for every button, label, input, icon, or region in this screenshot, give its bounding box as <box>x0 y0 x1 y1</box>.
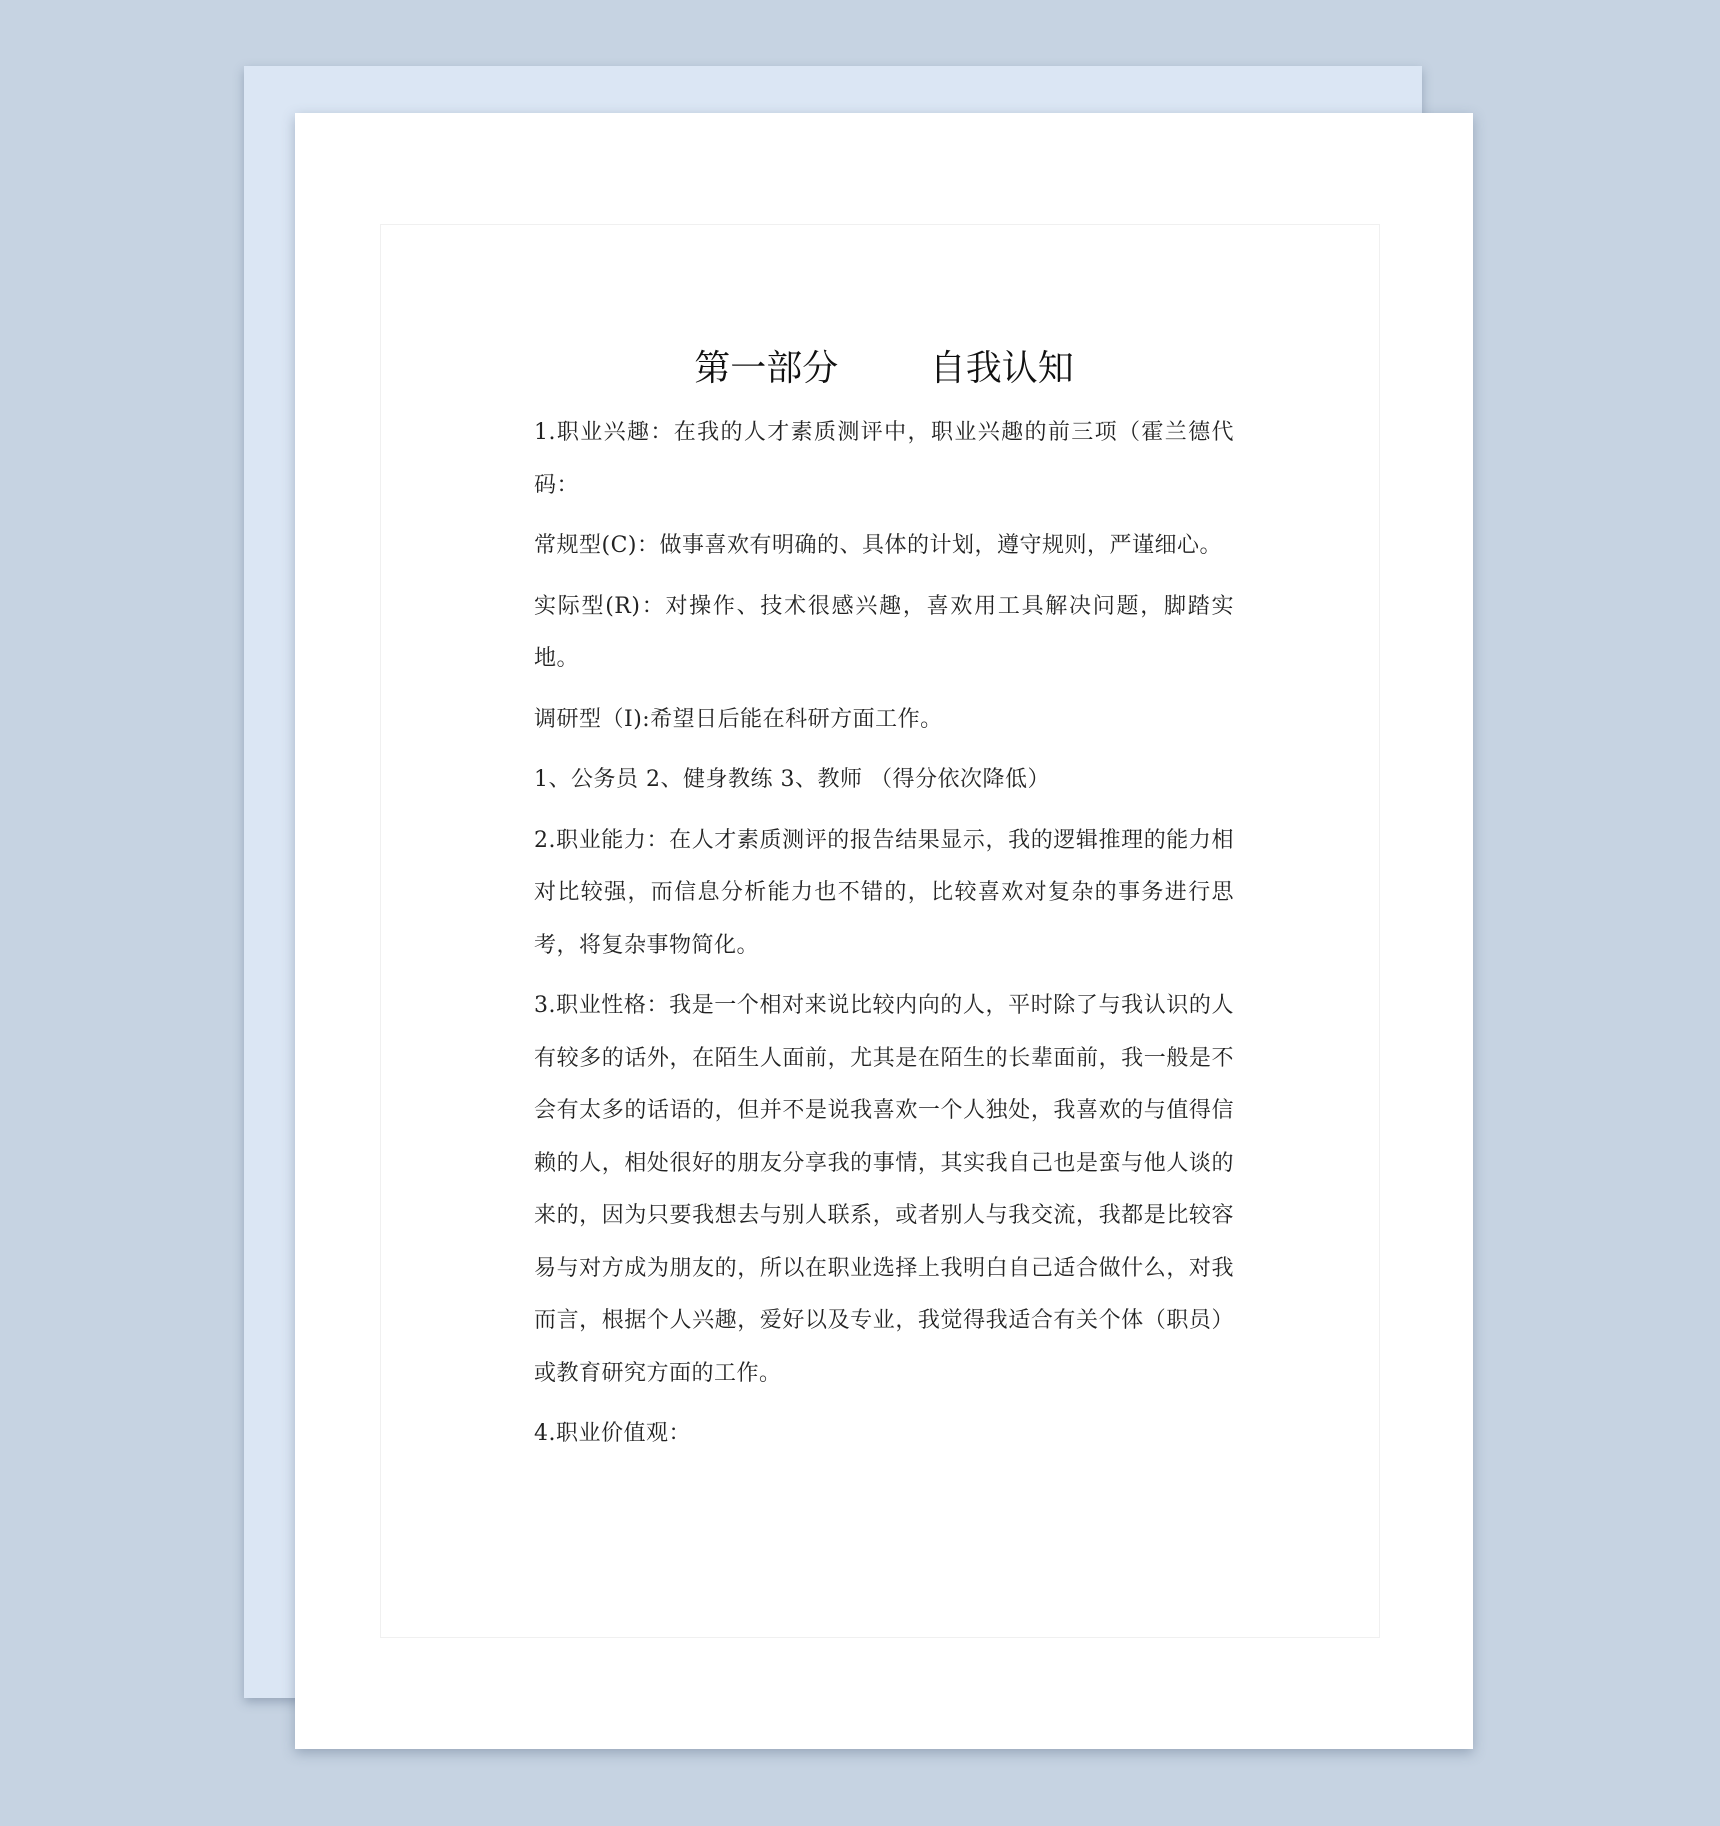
paragraph-realistic-type: 实际型(R)：对操作、技术很感兴趣，喜欢用工具解决问题，脚踏实地。 <box>534 593 1234 671</box>
document-body <box>534 348 1234 1469</box>
paragraph-career-values: 4.职业价值观： <box>534 1421 691 1446</box>
paragraph-career-list: 1、公务员 2、健身教练 3、教师 （得分依次降低） <box>534 767 1050 792</box>
paragraph-career-ability: 2.职业能力：在人才素质测评的报告结果显示，我的逻辑推理的能力相对比较强，而信息分析能力也不错的，比较喜欢对复杂的事务进行思考，将复杂事物简化。 <box>534 827 1234 958</box>
paragraph-investigative-type: 调研型（I):希望日后能在科研方面工作。 <box>534 706 943 732</box>
paragraph-career-personality: 3.职业性格：我是一个相对来说比较内向的人，平时除了与我认识的人有较多的话外，在陌生人面前，尤其是在陌生的长辈面前，我一般是不会有太多的话语的，但并不是说我喜欢一个人独处，我喜欢的与值得信赖的人，相处很好的朋友分享我的事情，其实我自己也是蛮与他人谈的来的，因为只要我想去与别人联系，或者别人与我交流，我都是比较容易与对方成为朋友的，所以在职业选择上我明白自己适合做什么，对我而言，根据个人兴趣，爱好以及专业，我觉得我适合有关个体（职员）或教育研究方面的工作。 <box>534 993 1234 1386</box>
paragraph-career-interest: 1.职业兴趣：在我的人才素质测评中，职业兴趣的前三项（霍兰德代码： <box>534 420 1234 498</box>
paragraph-conventional-type: 常规型(C)：做事喜欢有明确的、具体的计划，遵守规则，严谨细心。 <box>534 533 1223 558</box>
document-title: 第一部分 自我认知 <box>694 348 1074 389</box>
document-page <box>295 113 1473 1749</box>
